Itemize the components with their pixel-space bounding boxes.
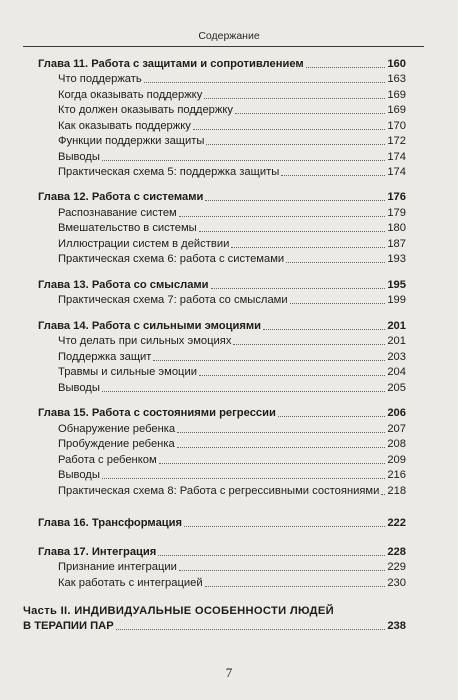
toc-entry-title: Обнаружение ребенка xyxy=(58,423,176,435)
toc-entry-title: Как работать с интеграцией xyxy=(58,577,203,589)
header-rule xyxy=(23,46,424,47)
toc-section-row xyxy=(58,206,406,220)
dot-leader xyxy=(278,416,385,417)
toc-entry-title: Что делать при сильных эмоциях xyxy=(58,335,232,347)
page-number: 7 xyxy=(225,665,233,680)
toc-chapter-row xyxy=(38,57,406,71)
toc-section-row xyxy=(58,350,406,364)
dot-leader xyxy=(206,144,385,145)
toc-entry-title: Пробуждение ребенка xyxy=(58,438,175,450)
toc-entry-title: Практическая схема 8: Работа с регрессивными состояниями xyxy=(58,485,380,497)
toc-entry-title: Глава 16. Трансформация xyxy=(38,517,183,529)
page-ref: 172 xyxy=(387,135,406,147)
part-title-line-1: Часть II. ИНДИВИДУАЛЬНЫЕ ОСОБЕННОСТИ ЛЮДЕЙ xyxy=(23,605,334,617)
toc-section-row xyxy=(58,560,406,574)
toc-entry-title: Функции поддержки защиты xyxy=(58,135,205,147)
page-ref: 207 xyxy=(387,423,406,435)
page-ref: 176 xyxy=(387,191,406,203)
toc-section-row xyxy=(58,422,406,436)
page-ref: 228 xyxy=(387,546,406,558)
dot-leader xyxy=(306,67,386,68)
page-ref: 169 xyxy=(387,104,406,116)
page-ref: 174 xyxy=(387,151,406,163)
dot-leader xyxy=(177,447,386,448)
toc-entry-title: Что поддержать xyxy=(58,73,142,85)
toc-section-row xyxy=(58,134,406,148)
toc-chapter-row xyxy=(38,190,406,204)
dot-leader xyxy=(290,303,386,304)
dot-leader xyxy=(199,375,385,376)
dot-leader xyxy=(286,262,385,263)
toc-part-row xyxy=(23,619,406,633)
toc-entry-title: Выводы xyxy=(58,469,100,481)
toc-entry-title: Глава 17. Интеграция xyxy=(38,546,157,558)
toc-entry-title: Выводы xyxy=(58,382,100,394)
toc-section-row xyxy=(58,72,406,86)
toc-entry-title: Выводы xyxy=(58,151,100,163)
toc-chapter-row xyxy=(38,406,406,420)
dot-leader xyxy=(235,113,385,114)
toc-section-row xyxy=(58,293,406,307)
dot-leader xyxy=(144,82,386,83)
dot-leader xyxy=(211,288,386,289)
dot-leader xyxy=(233,344,385,345)
page-ref: 179 xyxy=(387,207,406,219)
page-ref: 201 xyxy=(387,335,406,347)
toc-entry-title: Вмешательство в системы xyxy=(58,222,197,234)
dot-leader xyxy=(102,391,385,392)
dot-leader xyxy=(199,231,386,232)
toc-chapter-row xyxy=(38,278,406,292)
page-ref: 209 xyxy=(387,454,406,466)
page-ref: 169 xyxy=(387,89,406,101)
toc-section-row xyxy=(58,237,406,251)
toc-entry-title: Глава 14. Работа с сильными эмоциями xyxy=(38,320,262,332)
page-ref: 204 xyxy=(387,366,406,378)
toc-entry-title: Травмы и сильные эмоции xyxy=(58,366,197,378)
toc-section-row xyxy=(58,252,406,266)
dot-leader xyxy=(231,247,385,248)
page-ref: 174 xyxy=(387,166,406,178)
dot-leader xyxy=(263,329,385,330)
dot-leader xyxy=(153,360,385,361)
page-ref: 216 xyxy=(387,469,406,481)
page-ref: 193 xyxy=(387,253,406,265)
toc-entry-title: Распознавание систем xyxy=(58,207,177,219)
toc-entry-title: Иллюстрации систем в действии xyxy=(58,238,230,250)
dot-leader xyxy=(281,175,385,176)
toc-section-row xyxy=(58,119,406,133)
toc-section-row xyxy=(58,468,406,482)
page-ref: 180 xyxy=(387,222,406,234)
page-ref: 238 xyxy=(387,620,406,632)
dot-leader xyxy=(159,463,386,464)
part-title-line-2: В ТЕРАПИИ ПАР xyxy=(23,620,114,632)
dot-leader xyxy=(204,98,385,99)
toc-section-row xyxy=(58,221,406,235)
toc-entry-title: Работа с ребенком xyxy=(58,454,157,466)
running-header: Содержание xyxy=(198,30,260,42)
toc-section-row xyxy=(58,484,406,498)
dot-leader xyxy=(102,160,385,161)
toc-section-row xyxy=(58,103,406,117)
dot-leader xyxy=(205,586,386,587)
toc-entry-title: Как оказывать поддержку xyxy=(58,120,191,132)
toc-section-row xyxy=(58,150,406,164)
toc-section-row xyxy=(58,453,406,467)
dot-leader xyxy=(205,200,385,201)
page-ref: 160 xyxy=(387,58,406,70)
toc-section-row xyxy=(58,437,406,451)
toc-section-row xyxy=(58,334,406,348)
toc-entry-title: Поддержка защит xyxy=(58,351,152,363)
toc-entry-title: Признание интеграции xyxy=(58,561,177,573)
page-ref: 201 xyxy=(387,320,406,332)
dot-leader xyxy=(102,478,385,479)
toc-section-row xyxy=(58,165,406,179)
page-ref: 187 xyxy=(387,238,406,250)
page-ref: 205 xyxy=(387,382,406,394)
dot-leader xyxy=(381,494,385,495)
page-ref: 218 xyxy=(387,485,407,497)
toc-section-row xyxy=(58,576,406,590)
page-ref: 208 xyxy=(387,438,406,450)
dot-leader xyxy=(177,432,385,433)
toc-section-row xyxy=(58,381,406,395)
toc-entry-title: Практическая схема 5: поддержка защиты xyxy=(58,166,280,178)
toc-entry-title: Глава 12. Работа с системами xyxy=(38,191,204,203)
toc-entry-title: Глава 15. Работа с состояниями регрессии xyxy=(38,407,276,419)
page-ref: 230 xyxy=(387,577,406,589)
toc-section-row xyxy=(58,365,406,379)
toc-entry-title: Когда оказывать поддержку xyxy=(58,89,203,101)
page-ref: 229 xyxy=(387,561,406,573)
page-ref: 195 xyxy=(387,279,406,291)
page-ref: 203 xyxy=(387,351,406,363)
dot-leader xyxy=(158,555,385,556)
dot-leader xyxy=(193,129,385,130)
toc-entry-title: Практическая схема 7: работа со смыслами xyxy=(58,294,288,306)
page-ref: 170 xyxy=(387,120,406,132)
toc-chapter-row xyxy=(38,319,406,333)
dot-leader xyxy=(116,629,386,630)
toc-entry-title: Глава 13. Работа со смыслами xyxy=(38,279,209,291)
toc-chapter-row xyxy=(38,545,406,559)
toc-chapter-row xyxy=(38,516,406,530)
page-ref: 163 xyxy=(387,73,406,85)
dot-leader xyxy=(179,216,386,217)
dot-leader xyxy=(184,526,385,527)
page-ref: 199 xyxy=(387,294,406,306)
toc-entry-title: Глава 11. Работа с защитами и сопротивлением xyxy=(38,58,304,70)
dot-leader xyxy=(179,570,385,571)
toc-entry-title: Практическая схема 6: работа с системами xyxy=(58,253,285,265)
page-ref: 206 xyxy=(387,407,406,419)
toc-entry-title: Кто должен оказывать поддержку xyxy=(58,104,233,116)
toc-section-row xyxy=(58,88,406,102)
page-ref: 222 xyxy=(387,517,406,529)
